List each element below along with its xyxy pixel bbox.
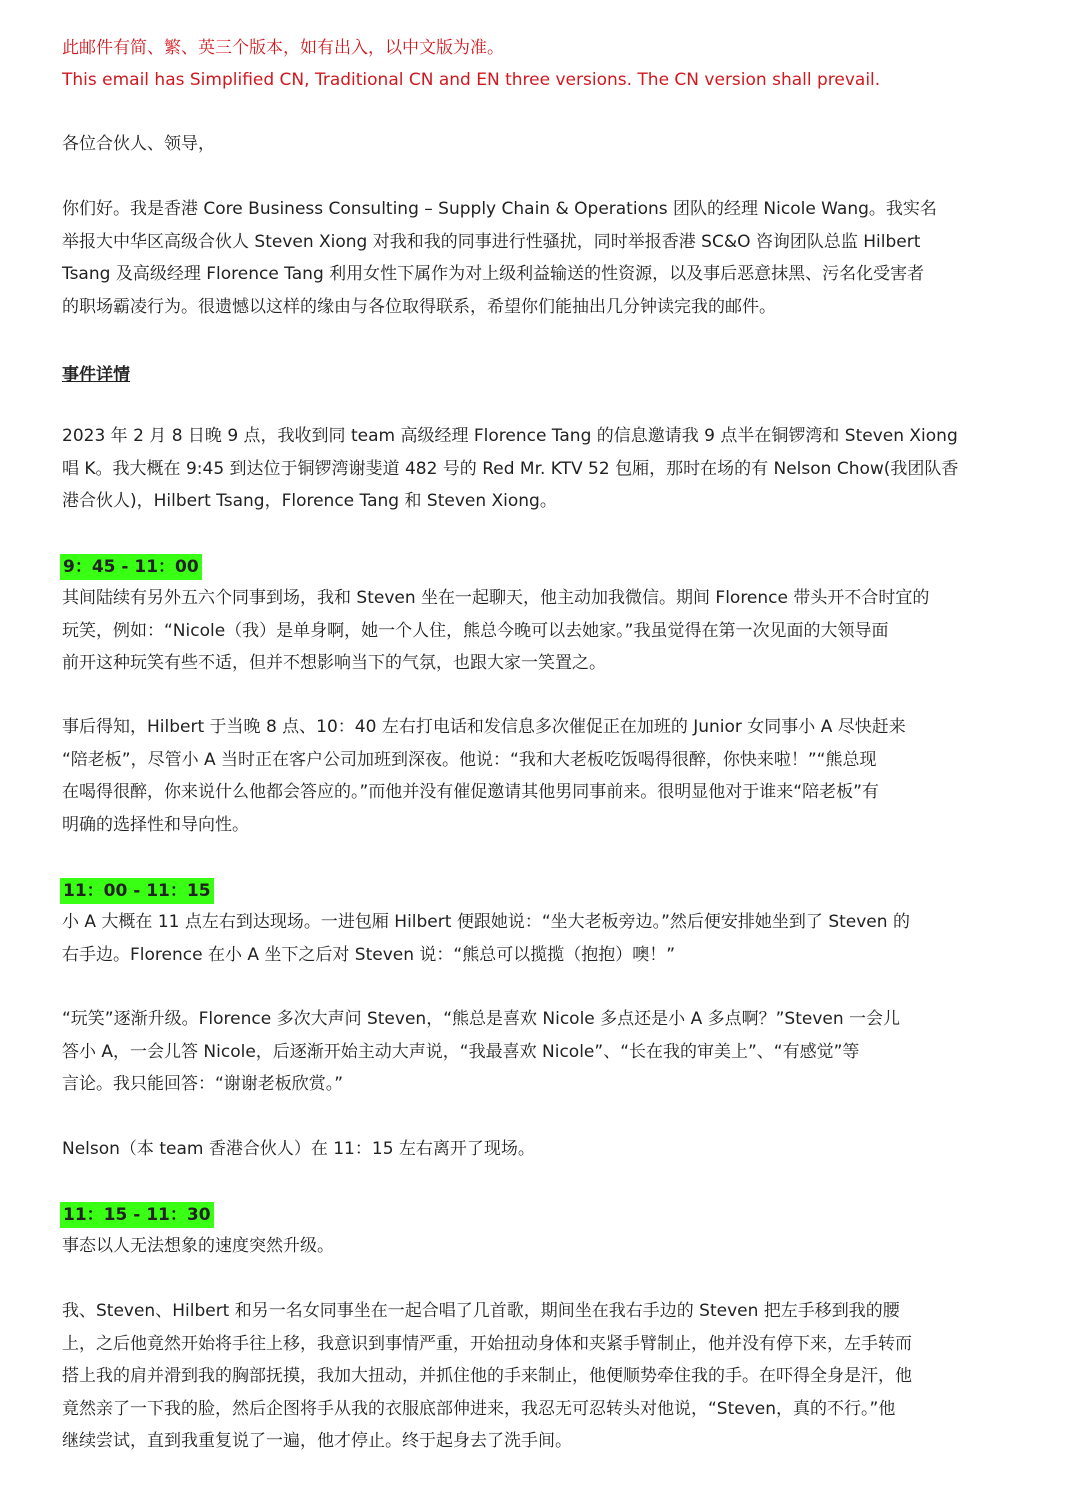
text-line: 港合伙人)，Hilbert Tsang，Florence Tang 和 Steven Xiong。 xyxy=(62,491,557,511)
paragraph-first-period xyxy=(62,582,1022,680)
text-line: 你们好。我是香港 Core Business Consulting – Supply Chain & Operations 团队的经理 Nicole Wang。我实名 xyxy=(62,199,937,219)
text-line: 的职场霸凌行为。很遗憾以这样的缘由与各位取得联系，希望你们能抽出几分钟读完我的邮件。 xyxy=(62,296,776,317)
paragraph-hilbert xyxy=(62,711,1022,841)
language-notice-en: This email has Simplified CN, Traditional CN and EN three versions. The CN version shall prevail. xyxy=(62,70,881,90)
text-line: 言论。我只能回答：“谢谢老板欣赏。” xyxy=(62,1074,344,1094)
text-line: 前开这种玩笑有些不适，但并不想影响当下的气氛，也跟大家一笑置之。 xyxy=(62,653,606,673)
text-line: Nelson（本 team 香港合伙人）在 11：15 左右离开了现场。 xyxy=(62,1139,535,1159)
text-line: 小 A 大概在 11 点左右到达现场。一进包厢 Hilbert 便跟她说：“坐大老板旁边。”然后便安排她坐到了 Steven 的 xyxy=(62,912,910,932)
text-line: 右手边。Florence 在小 A 坐下之后对 Steven 说：“熊总可以揽揽（抱抱）噢！” xyxy=(62,944,676,965)
text-line: “陪老板”，尽管小 A 当时正在客户公司加班到深夜。他说：“我和大老板吃饭喝得很醉，你快来啦！”“熊总现 xyxy=(62,749,877,770)
text-line: 2023 年 2 月 8 日晚 9 点，我收到同 team 高级经理 Florence Tang 的信息邀请我 9 点半在铜锣湾和 Steven Xiong xyxy=(62,426,958,446)
text-line: 玩笑，例如：“Nicole（我）是单身啊，她一个人住，熊总今晚可以去她家。”我虽觉得在第一次见面的大领导面 xyxy=(62,620,889,641)
time-marker-2: 11：00 - 11：15 xyxy=(60,878,214,904)
text-line: 答小 A，一会儿答 Nicole，后逐渐开始主动大声说，“我最喜欢 Nicole”、“长在我的审美上”、“有感觉”等 xyxy=(62,1041,860,1062)
language-notice-cn: 此邮件有简、繁、英三个版本，如有出入，以中文版为准。 xyxy=(62,38,504,58)
intro-paragraph xyxy=(62,193,1022,323)
paragraph-nelson xyxy=(62,1133,1022,1166)
text-line: 举报大中华区高级合伙人 Steven Xiong 对我和我的同事进行性骚扰，同时举报香港 SC&O 咨询团队总监 Hilbert xyxy=(62,231,921,252)
paragraph-incident xyxy=(62,1295,1022,1458)
text-line: 事态以人无法想象的速度突然升级。 xyxy=(62,1236,334,1256)
text-line: “玩笑”逐渐升级。Florence 多次大声问 Steven，“熊总是喜欢 Nicole 多点还是小 A 多点啊？”Steven 一会儿 xyxy=(62,1009,901,1029)
text-line: 搭上我的肩并滑到我的胸部抚摸，我加大扭动，并抓住他的手来制止，他便顺势牵住我的手。在吓得全身是汗，他 xyxy=(62,1366,912,1386)
text-line: Tsang 及高级经理 Florence Tang 利用女性下属作为对上级利益输送的性资源，以及事后恶意抹黑、污名化受害者 xyxy=(62,264,925,284)
paragraph-escalation xyxy=(62,1230,1022,1263)
paragraph-second-period xyxy=(62,906,1022,971)
text-line: 明确的选择性和导向性。 xyxy=(62,814,249,835)
text-line: 其间陆续有另外五六个同事到场，我和 Steven 坐在一起聊天，他主动加我微信。期间 Florence 带头开不合时宜的 xyxy=(62,588,930,608)
time-marker-1: 9：45 - 11：00 xyxy=(60,554,202,580)
text-line: 在喝得很醉，你来说什么他都会答应的。”而他并没有催促邀请其他男同事前来。很明显他对于谁来“陪老板”有 xyxy=(62,782,879,802)
section-title: 事件详情 xyxy=(62,365,130,385)
text-line: 我、Steven、Hilbert 和另一名女同事坐在一起合唱了几首歌，期间坐在我右手边的 Steven 把左手移到我的腰 xyxy=(62,1301,900,1321)
text-line: 事后得知，Hilbert 于当晚 8 点、10：40 左右打电话和发信息多次催促正在加班的 Junior 女同事小 A 尽快赶来 xyxy=(62,717,906,737)
text-line: 竟然亲了一下我的脸，然后企图将手从我的衣服底部伸进来，我忍无可忍转头对他说，“Steven，真的不行。”他 xyxy=(62,1398,896,1419)
paragraph-jokes xyxy=(62,1003,1022,1101)
time-marker-3: 11：15 - 11：30 xyxy=(60,1202,214,1228)
text-line: 上，之后他竟然开始将手往上移，我意识到事情严重，开始扭动身体和夹紧手臂制止，他并没有停下来，左手转而 xyxy=(62,1333,912,1354)
greeting: 各位合伙人、领导， xyxy=(62,134,215,154)
text-line: 继续尝试，直到我重复说了一遍，他才停止。终于起身去了洗手间。 xyxy=(62,1431,572,1451)
text-line: 唱 K。我大概在 9:45 到达位于铜锣湾谢斐道 482 号的 Red Mr. KTV 52 包厢，那时在场的有 Nelson Chow(我团队香 xyxy=(62,458,959,479)
paragraph-arrival xyxy=(62,420,1022,518)
